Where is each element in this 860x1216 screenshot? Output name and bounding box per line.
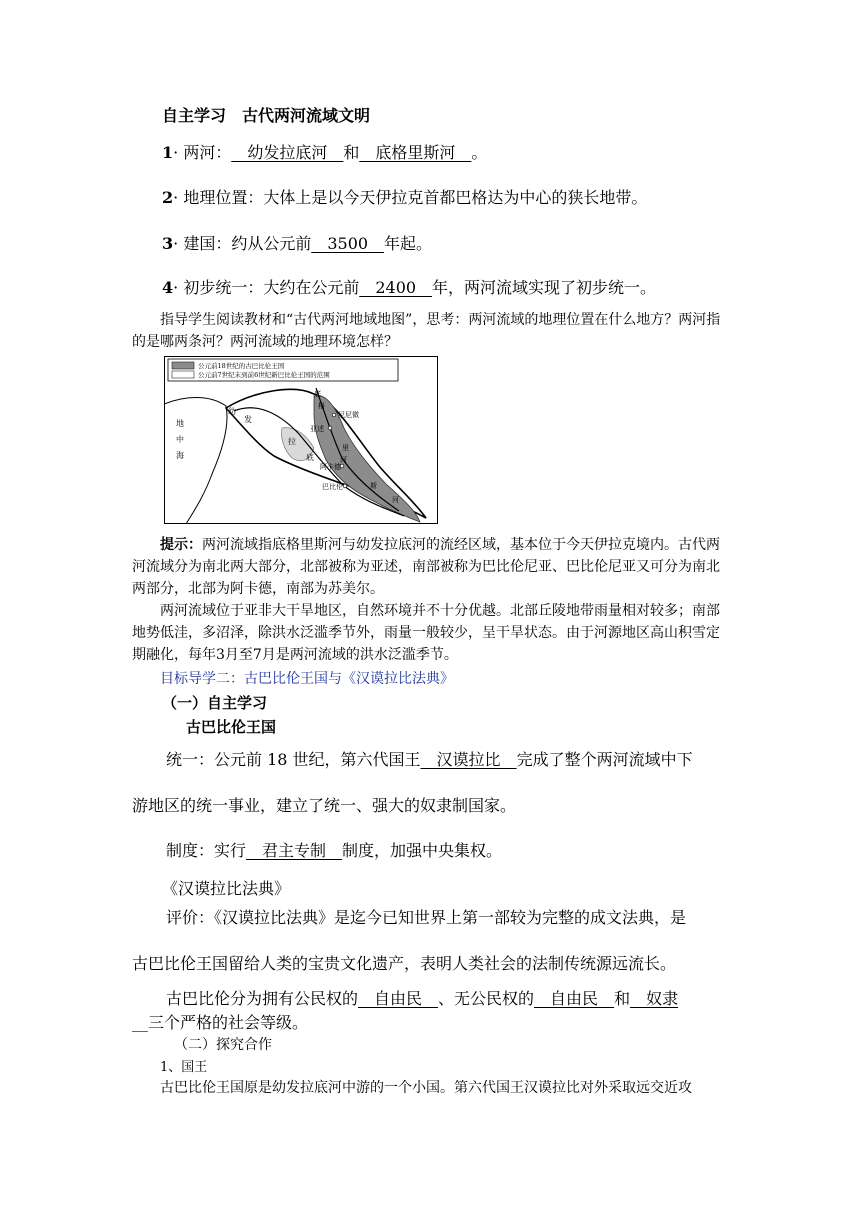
answer-slave: __奴隶 (630, 989, 679, 1008)
unify-pre: 统一：公元前 18 世纪，第六代国王 (166, 750, 421, 769)
legend-swatch-light (172, 371, 194, 378)
legend-label-1: 公元前18世纪的古巴比伦王国 (198, 362, 285, 370)
answer-hammurabi: __汉谟拉比__ (420, 750, 517, 769)
subheading-king: 1、国王 (160, 1060, 208, 1075)
item-end: 。 (471, 143, 488, 162)
environment-paragraph: 两河流域位于亚非大干旱地区，自然环境并不十分优越。北部丘陵地带雨量相对较多；南部地势低洼，多沼泽，除洪水泛滥季节外，雨量一般较少，呈干旱状态。由于河源地区高山积雪定期融化，每年3月至7月是两河流域的洪水泛滥季节。 (132, 603, 720, 663)
tigris-label-6: 河 (392, 496, 399, 504)
subheading-self-study: （一）自主学习 (162, 694, 268, 712)
classes-pre: 古巴比伦分为拥有公民权的 (166, 989, 359, 1008)
euphrates-label-3: 拉 (288, 437, 296, 446)
tigris-label-2: 格 (318, 402, 325, 410)
legend-swatch-dark (172, 362, 194, 369)
item-4 (162, 275, 656, 298)
tigris-label-5: 斯 (370, 482, 377, 490)
mesopotamia-map (164, 356, 438, 524)
sea-label-1: 地 (176, 419, 184, 428)
tigris-label-1: 底 (314, 390, 321, 398)
eval-line-2: 古巴比伦王国留给人类的宝贵文化遗产，表明人类社会的法制传统源远流长。 (132, 954, 677, 973)
last-paragraph: 古巴比伦王国原是幼发拉底河中游的一个小国。第六代国王汉谟拉比对外采取远交近攻 (160, 1080, 692, 1096)
item-post: 年，两河流域实现了初步统一。 (432, 278, 657, 297)
item-label: · 两河： (173, 143, 232, 162)
answer-3500: __3500__ (311, 234, 385, 253)
item-connector: 和 (343, 143, 360, 162)
system-pre: 制度：实行 (166, 841, 247, 860)
item-1 (162, 140, 487, 163)
city-marker (328, 426, 332, 430)
legend-label-2: 公元前7世纪末到前6世纪新巴比伦王国的范围 (198, 371, 330, 379)
hint-paragraph (132, 534, 732, 600)
city-babylon: 巴比伦 (322, 483, 343, 491)
hint-label: 提示： (160, 537, 202, 553)
answer-2400: __2400__ (359, 278, 433, 297)
euphrates-label-4: 底 (306, 453, 314, 462)
subheading-inquiry: （二）探究合作 (174, 1037, 272, 1053)
guide-paragraph: 指导学生阅读教材和“古代两河地域地图”，思考：两河流域的地理位置在什么地方？两河指的是哪两条河？两河流域的地理环境怎样？ (132, 312, 721, 350)
sea-label-3: 海 (176, 451, 184, 460)
answer-tigris: __底格里斯河__ (359, 143, 472, 162)
item-number: 2 (162, 188, 174, 207)
city-marker (332, 413, 336, 417)
euphrates-label-2: 发 (244, 415, 252, 424)
hint-text: 两河流域指底格里斯河与幼发拉底河的流经区域，基本位于今天伊拉克境内。古代两河流域分为南北两大部分，北部被称为亚述，南部被称为巴比伦尼亚、巴比伦尼亚又可分为南北两部分，北部为阿卡德，南部为苏美尔。 (132, 537, 720, 597)
answer-freeman-1: __自由民__ (358, 989, 439, 1008)
answer-euphrates: __幼发拉底河__ (231, 143, 344, 162)
item-2 (162, 185, 647, 208)
goal-2-heading: 目标导学二：古巴比伦王国与《汉谟拉比法典》 (160, 671, 454, 687)
eval-line-1: 评价：《汉谟拉比法典》是迄今已知世界上第一部较为完整的成文法典，是 (166, 908, 687, 927)
item-number: 3 (162, 234, 174, 253)
euphrates-label-1: 幼 (228, 407, 236, 416)
classes-and: 和 (614, 989, 631, 1008)
classes-mid: 、无公民权的 (438, 989, 535, 1008)
section-title: 自主学习 古代两河流域文明 (162, 106, 371, 125)
unify-line-2: 游地区的统一事业，建立了统一、强大的奴隶制国家。 (132, 796, 517, 815)
subheading-babylon: 古巴比伦王国 (186, 718, 277, 736)
code-title: 《汉谟拉比法典》 (162, 879, 291, 898)
unify-line-1 (166, 747, 693, 770)
city-akkad: 阿卡德 (320, 463, 341, 471)
city-nineveh: 尼尼微 (338, 411, 359, 419)
item-pre: · 建国：约从公元前 (173, 234, 312, 253)
city-assyria: 亚述 (310, 425, 324, 433)
item-text: · 地理位置：大体上是以今天伊拉克首都巴格达为中心的狭长地带。 (173, 188, 648, 207)
classes-line-1 (166, 986, 678, 1009)
item-post: 年起。 (384, 234, 433, 253)
tigris-label-4: 河 (340, 456, 347, 464)
item-number: 1 (162, 143, 174, 162)
unify-post: 完成了整个两河流域中下 (516, 750, 693, 769)
item-3 (162, 231, 432, 254)
city-marker (343, 484, 347, 488)
system-post: 制度，加强中央集权。 (342, 841, 503, 860)
classes-line-2: __三个严格的社会等级。 (132, 1013, 309, 1032)
system-line (166, 838, 502, 861)
answer-autocracy: __君主专制__ (246, 841, 343, 860)
answer-freeman-2: __自由民__ (534, 989, 615, 1008)
item-pre: · 初步统一：大约在公元前 (173, 278, 360, 297)
sea-label-2: 中 (176, 435, 184, 444)
tigris-label-3: 里 (342, 444, 349, 452)
item-number: 4 (162, 278, 174, 297)
